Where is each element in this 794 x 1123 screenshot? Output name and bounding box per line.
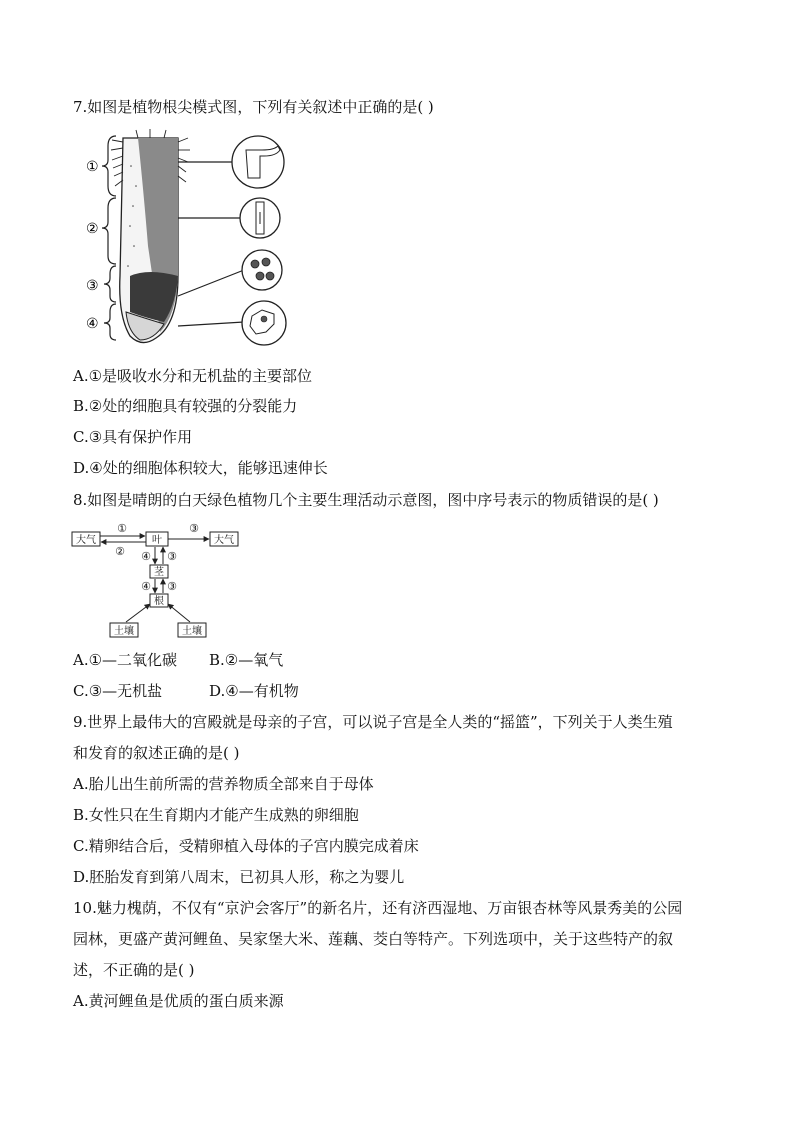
q7-stem: 7.如图是植物根尖模式图，下列有关叙述中正确的是( ) [73, 98, 434, 116]
num-2: ② [115, 545, 125, 558]
q7-option-d[interactable]: D.④处的细胞体积较大，能够迅速伸长 [73, 459, 328, 477]
stem-text: 茎 [154, 567, 164, 578]
q8-stem: 8.如图是晴朗的白天绿色植物几个主要生理活动示意图，图中序号表示的物质错误的是( ) [73, 491, 659, 509]
q7-option-b[interactable]: B.②处的细胞具有较强的分裂能力 [73, 397, 298, 415]
num-3-upper: ③ [167, 550, 177, 563]
num-3-lower: ③ [167, 580, 177, 593]
q8-option-a[interactable]: A.①—二氧化碳 [73, 651, 178, 669]
air-right-text: 大气 [214, 535, 234, 546]
root-text: 根 [154, 596, 164, 607]
num-4-upper: ④ [141, 550, 151, 563]
root-tip-diagram [78, 126, 298, 348]
label-4: ④ [86, 316, 99, 332]
num-3-top: ③ [189, 522, 199, 535]
q8-options-row2 [73, 680, 299, 702]
q10-stem-line1: 10.魅力槐荫，不仅有“京沪会客厅”的新名片，还有济西湿地、万亩银杏林等风景秀美的公园 [73, 899, 683, 917]
q8-options-row1 [73, 649, 283, 671]
label-2: ② [86, 221, 99, 237]
leader-lines [178, 162, 244, 326]
elongation-cell-icon [240, 198, 280, 238]
braces [102, 136, 116, 340]
num-4-lower: ④ [141, 580, 151, 593]
label-1: ① [86, 159, 99, 175]
q7-option-c[interactable]: C.③具有保护作用 [73, 428, 193, 446]
meristem-cell-icon [242, 250, 282, 290]
root-cap-cell-icon [242, 301, 286, 345]
q7-option-a[interactable]: A.①是吸收水分和无机盐的主要部位 [73, 367, 313, 385]
q10-option-a[interactable]: A.黄河鲤鱼是优质的蛋白质来源 [73, 992, 284, 1010]
q10-stem-line3: 述，不正确的是( ) [73, 961, 195, 979]
label-3: ③ [86, 278, 99, 294]
q9-option-c[interactable]: C.精卵结合后，受精卵植入母体的子宫内膜完成着床 [73, 837, 419, 855]
q8-option-d[interactable]: D.④—有机物 [209, 682, 299, 700]
soil-right-text: 土壤 [182, 626, 202, 637]
q9-option-a[interactable]: A.胎儿出生前所需的营养物质全部来自于母体 [73, 775, 374, 793]
q10-stem-line2: 园林，更盛产黄河鲤鱼、吴家堡大米、莲藕、茭白等特产。下列选项中，关于这些特产的叙 [73, 930, 674, 948]
q9-option-d[interactable]: D.胚胎发育到第八周末，已初具人形，称之为婴儿 [73, 868, 405, 886]
q8-option-c[interactable]: C.③—无机盐 [73, 682, 163, 700]
q9-stem-line1: 9.世界上最伟大的宫殿就是母亲的子宫，可以说子宫是全人类的“摇篮”，下列关于人类生殖 [73, 713, 673, 731]
q9-option-b[interactable]: B.女性只在生育期内才能产生成熟的卵细胞 [73, 806, 359, 824]
q8-option-b[interactable]: B.②—氧气 [209, 651, 284, 669]
leaf-text: 叶 [152, 535, 162, 546]
root-tip-icon [111, 129, 190, 343]
root-hair-cell-icon [232, 136, 284, 188]
air-left-text: 大气 [76, 535, 96, 546]
q9-stem-line2: 和发育的叙述正确的是( ) [73, 744, 240, 762]
soil-left-text: 土壤 [114, 626, 134, 637]
num-1: ① [117, 522, 127, 535]
plant-physiology-diagram [70, 522, 250, 644]
